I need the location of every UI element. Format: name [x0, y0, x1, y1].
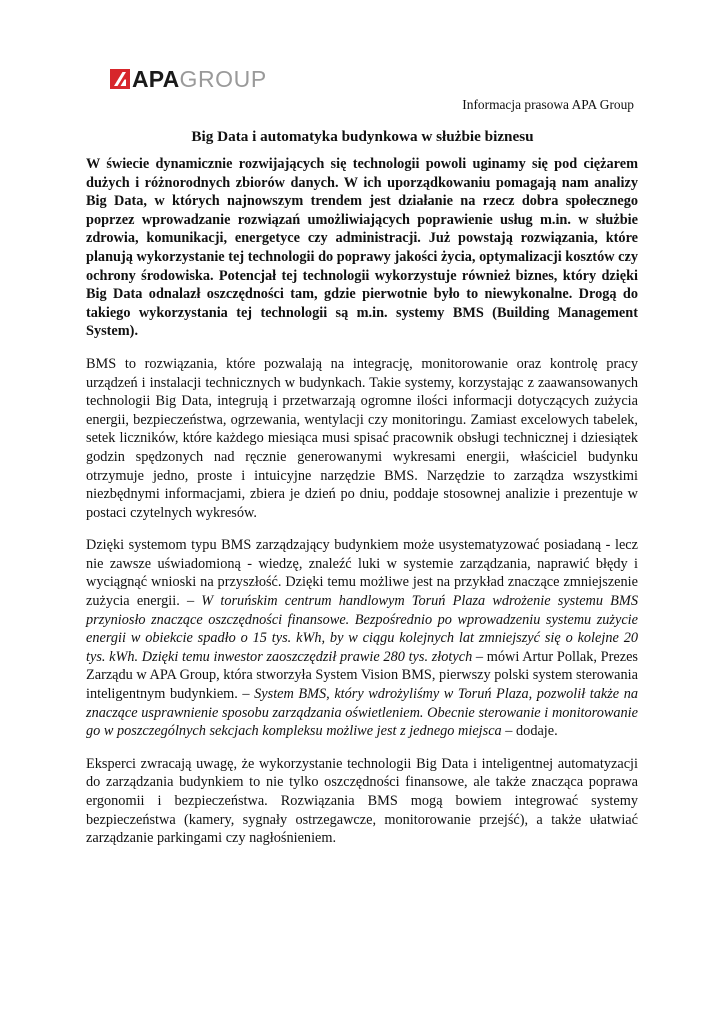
lead-paragraph: W świecie dynamicznie rozwijających się technologii powoli uginamy się pod ciężarem dużych i różnorodnych zbiorów danych. W ich uporządkowaniu pomagają nam analizy Big Data, w których najnowszym trendem jest działanie na rzecz dobra społecznego poprzez wprowadzanie rozwiązań umożliwiających poprawienie usług m.in. w służbie zdrowia, komunikacji, energetyce czy administracji. Już powstają rozwiązania, które planują wykorzystanie tej technologii do poprawy jakości życia, optymalizacji kosztów czy ochrony środowiska. Potencjał tej technologii wykorzystuje również biznes, który dzięki Big Data odnalazł oszczędności tam, gdzie pierwotnie było to niewykonalne. Drogą do takiego wykorzystania tej technologii są m.in. systemy BMS (Building Management System). — [86, 156, 638, 340]
body-paragraph-2 — [86, 536, 638, 741]
logo-text-apa: APA — [132, 66, 180, 92]
logo-wordmark — [132, 66, 267, 92]
quote-savings: W toruńskim centrum handlowym Toruń Plaza wdrożenie systemu BMS przyniosło znaczące oszczędności finansowe. Bezpośrednio po wprowadzeniu systemu zużycie energii w obiekcie spadło o 15 tys. kWh, by w ciągu kolejnych lat zmniejszyć się o kolejne 20 tys. kWh. Dzięki temu inwestor zaoszczędził prawie 280 tys. złotych — [86, 593, 638, 665]
paragraph-2-intro: Dzięki systemom typu BMS zarządzający budynkiem może usystematyzować posiadaną - lecz nie zawsze uświadomioną - wiedzę, znaleźć luki w systemie zarządzania, naprawić błędy i wyciągnąć wnioski na przyszłość. Dzięki temu możliwe jest na przykład znaczące zmniejszenie zużycia energii. – — [86, 537, 638, 610]
body-paragraph-1: BMS to rozwiązania, które pozwalają na integrację, monitorowanie oraz kontrolę pracy urządzeń i instalacji technicznych w budynkach. Takie systemy, korzystając z zaawansowanych technologii Big Data, integrują i przetwarzają ogromne ilości informacji dotyczących zużycia energii, bezpieczeństwa, ogrzewania, wentylacji czy monitoringu. Zamiast excelowych tabelek, setek liczników, które każdego miesiąca musi spisać pracownik obsługi technicznej i dziesiątek godzin spędzonych nad ręcznie generowanymi wykresami energii, właściciel budynku otrzymuje jedno, proste i intuicyjne narzędzie BMS. Narzędzie to zarządza wszystkimi niezbędnymi informacjami, zbiera je dzień po dniu, poddaje stosownej analizie i prezentuje w postaci czytelnych wykresów. — [86, 355, 638, 521]
page-title: Big Data i automatyka budynkowa w służbie biznesu — [191, 128, 534, 145]
logo-text-group: GROUP — [179, 66, 267, 92]
apa-logo-mark-icon — [110, 69, 130, 89]
body-paragraph-3: Eksperci zwracają uwagę, że wykorzystanie technologii Big Data i inteligentnej automatyzacji do zarządzania budynkiem to nie tylko oszczędności finansowe, ale także znacząca poprawa ergonomii i bezpieczeństwa. Rozwiązania BMS mogą bowiem integrować systemy bezpieczeństwa (kamery, sygnały ostrzegawcze, monitorowanie przejść), a także ułatwiać zarządzanie parkingami czy nagłośnieniem. — [86, 755, 638, 847]
paragraph-2-outro: – dodaje. — [501, 723, 558, 740]
press-release-label: Informacja prasowa APA Group — [462, 97, 634, 112]
article-body — [86, 155, 638, 862]
quote-attribution: – mówi Artur Pollak, Prezes Zarządu w APA Group, która stworzyła System Vision BMS, pierwszy polski system sterowania inteligentnym budynkiem. – — [86, 648, 638, 703]
quote-lighting: System BMS, który wdrożyliśmy w Toruń Plaza, pozwolił także na znaczące usprawnienie sposobu zarządzania oświetleniem. Obecnie sterowanie i monitorowanie go w poszczególnych sekcjach kompleksu możliwe jest z jednego miejsca — [86, 686, 638, 740]
company-logo — [110, 66, 267, 92]
